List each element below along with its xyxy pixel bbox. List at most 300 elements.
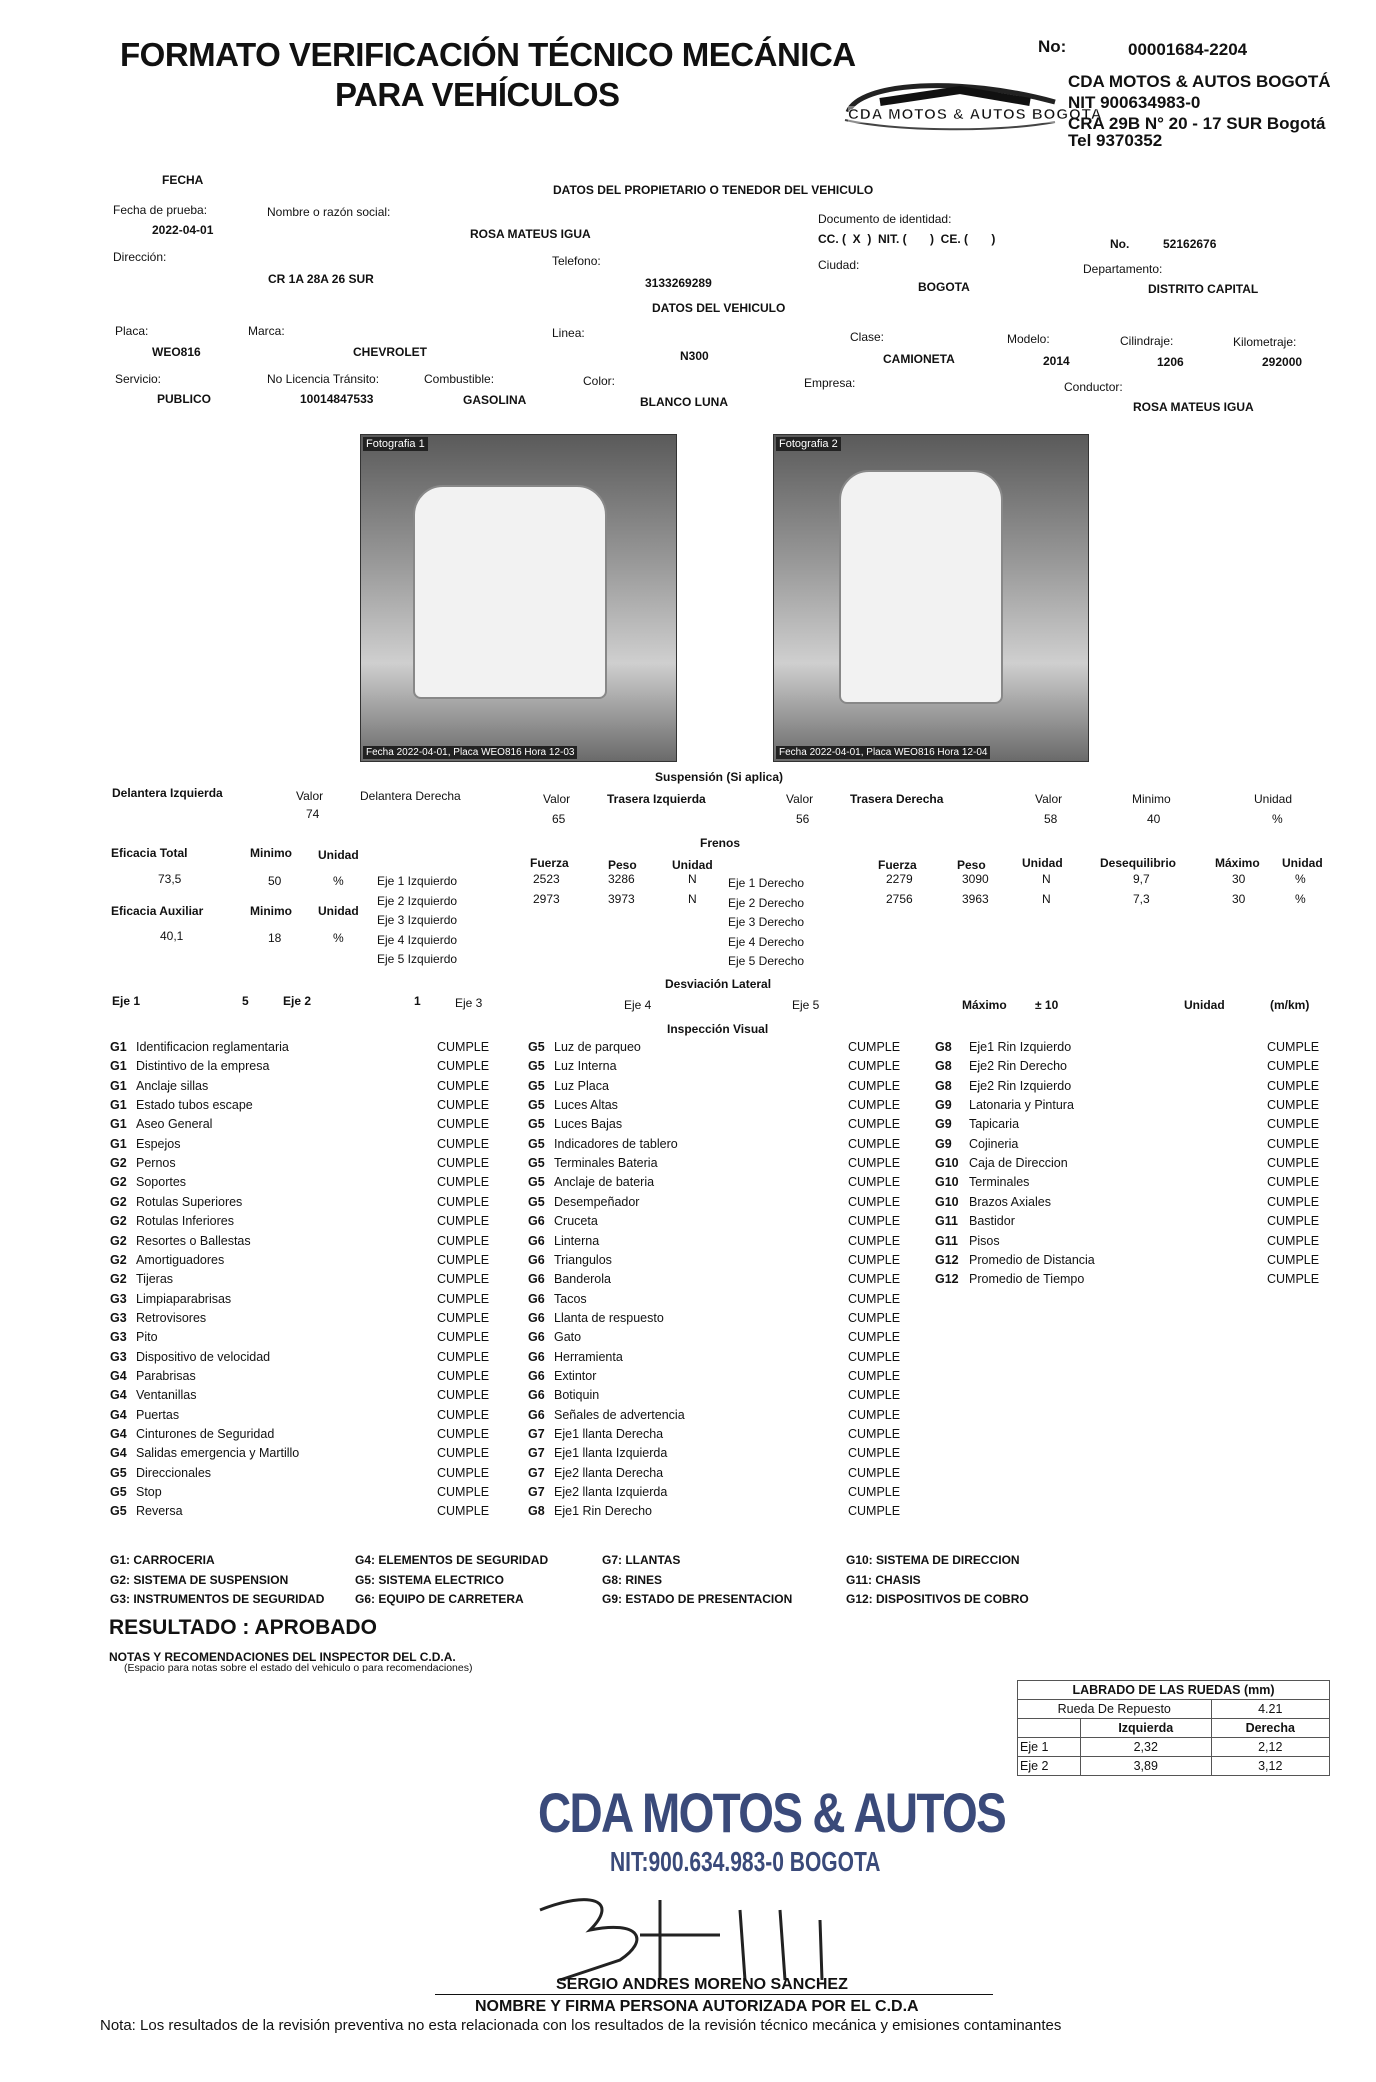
- group-code: G7: [528, 1427, 545, 1441]
- inspection-item: [528, 1485, 667, 1499]
- documento-no-label: No.: [1110, 237, 1130, 251]
- freno-fd-value: 2279: [886, 872, 913, 886]
- inspection-item: [110, 1446, 299, 1460]
- status-cumple: CUMPLE: [848, 1407, 901, 1422]
- inspection-item: [528, 1350, 623, 1364]
- status-cumple: CUMPLE: [848, 1446, 901, 1461]
- item-name: Señales de advertencia: [554, 1407, 685, 1422]
- group-code: G6: [528, 1388, 545, 1403]
- group-code: G6: [528, 1214, 545, 1229]
- status-cumple: CUMPLE: [437, 1214, 490, 1229]
- inspection-item: [110, 1156, 176, 1170]
- vehicle-section-title: DATOS DEL VEHICULO: [652, 301, 786, 315]
- form-number: 00001684-2204: [1128, 40, 1248, 59]
- ciudad-value: BOGOTA: [918, 280, 970, 294]
- notes-subtitle: (Espacio para notas sobre el estado del vehiculo o para recomendaciones): [124, 1662, 473, 1674]
- del-izq-label: Delantera Izquierda: [112, 786, 223, 800]
- van-image: [839, 470, 1003, 704]
- tras-der-label: Trasera Derecha: [850, 792, 944, 806]
- group-code: G6: [528, 1349, 545, 1364]
- inspection-item: [110, 1330, 158, 1344]
- status-cumple: CUMPLE: [437, 1272, 490, 1287]
- item-name: Eje1 llanta Derecha: [554, 1427, 664, 1441]
- inspection-item: [528, 1059, 617, 1073]
- group-legend-item: G5: SISTEMA ELECTRICO: [355, 1572, 504, 1587]
- telefono-label: Telefono:: [552, 254, 601, 268]
- company-address: CRA 29B N° 20 - 17 SUR Bogotá: [1068, 114, 1326, 133]
- status-cumple: CUMPLE: [437, 1040, 490, 1054]
- inspection-item: [528, 1040, 641, 1054]
- nombre-label: Nombre o razón social:: [267, 205, 391, 219]
- group-legend-item: G6: EQUIPO DE CARRETERA: [355, 1592, 524, 1606]
- group-legend-item: G4: ELEMENTOS DE SEGURIDAD: [355, 1553, 549, 1567]
- status-cumple: CUMPLE: [1267, 1078, 1320, 1093]
- inspection-item: [528, 1234, 599, 1248]
- item-name: Terminales: [969, 1175, 1030, 1190]
- status-cumple: CUMPLE: [437, 1330, 490, 1345]
- inspection-item: [935, 1253, 1095, 1267]
- freno-ui-value: N: [688, 872, 697, 886]
- item-name: Tacos: [554, 1291, 587, 1306]
- eje-derecho-label: Eje 5 Derecho: [728, 954, 805, 968]
- status-cumple: CUMPLE: [1267, 1214, 1320, 1229]
- modelo-label: Modelo:: [1007, 332, 1050, 346]
- inspection-item: [935, 1059, 1067, 1073]
- item-name: Pisos: [969, 1233, 1000, 1248]
- ciudad-label: Ciudad:: [818, 258, 860, 272]
- status-cumple: CUMPLE: [437, 1446, 490, 1461]
- servicio-label: Servicio:: [115, 372, 162, 386]
- item-name: Aseo General: [136, 1117, 213, 1132]
- placa-value: WEO816: [152, 345, 201, 359]
- inspection-item: [110, 1040, 289, 1054]
- item-name: Banderola: [554, 1272, 611, 1287]
- eje5-label: Eje 5: [792, 998, 820, 1012]
- item-name: Bastidor: [969, 1214, 1015, 1229]
- group-code: G6: [528, 1272, 545, 1287]
- group-code: G9: [935, 1117, 952, 1132]
- unidad-label: Unidad: [672, 858, 713, 872]
- inspection-item: [528, 1427, 663, 1441]
- izq-value: 2,32: [1081, 1738, 1212, 1757]
- inspection-item: [110, 1098, 253, 1112]
- item-name: Limpiaparabrisas: [136, 1291, 232, 1306]
- inspection-item: [935, 1272, 1084, 1286]
- inspection-item: [110, 1388, 196, 1402]
- group-code: G5: [528, 1136, 545, 1151]
- eje-izquierdo-label: Eje 2 Izquierdo: [377, 893, 458, 908]
- inspection-item: [110, 1234, 251, 1248]
- izquierda-header: Izquierda: [1081, 1719, 1212, 1738]
- derecha-header: Derecha: [1211, 1719, 1329, 1738]
- direccion-value: CR 1A 28A 26 SUR: [268, 272, 374, 286]
- group-legend-item: G8: RINES: [602, 1572, 663, 1587]
- eje-izquierdo-label: Eje 1 Izquierdo: [377, 874, 458, 888]
- inspection-item: [935, 1156, 1068, 1170]
- del-der-label: Delantera Derecha: [360, 789, 461, 803]
- group-code: G2: [110, 1156, 127, 1171]
- status-cumple: CUMPLE: [1267, 1194, 1320, 1209]
- empresa-label: Empresa:: [804, 376, 856, 390]
- freno-max-value: 30: [1232, 892, 1246, 906]
- owner-section-title: DATOS DEL PROPIETARIO O TENEDOR DEL VEHICULO: [553, 183, 874, 197]
- item-name: Llanta de respuesto: [554, 1310, 664, 1325]
- item-name: Eje1 Rin Izquierdo: [969, 1040, 1072, 1054]
- group-legend-item: G7: LLANTAS: [602, 1553, 681, 1567]
- eficacia-aux-label: Eficacia Auxiliar: [111, 904, 204, 918]
- item-name: Indicadores de tablero: [554, 1136, 678, 1151]
- freno-u-value: %: [1295, 872, 1306, 886]
- document-title: FORMATO VERIFICACIÓN TÉCNICO MECÁNICA: [120, 36, 856, 73]
- eje2-label: Eje 2: [283, 994, 312, 1008]
- kilometraje-value: 292000: [1262, 355, 1303, 369]
- conductor-value: ROSA MATEUS IGUA: [1133, 400, 1254, 414]
- item-name: Linterna: [554, 1233, 600, 1248]
- item-name: Pernos: [136, 1156, 176, 1171]
- item-name: Promedio de Distancia: [969, 1252, 1095, 1267]
- valor-label: Valor: [296, 789, 324, 803]
- inspection-item: [935, 1079, 1071, 1093]
- group-code: G5: [110, 1504, 127, 1519]
- group-code: G1: [110, 1136, 127, 1151]
- inspection-item: [528, 1388, 599, 1402]
- group-code: G10: [935, 1175, 959, 1190]
- group-code: G11: [935, 1233, 958, 1248]
- inspection-item: [528, 1446, 667, 1460]
- freno-ud-value: N: [1042, 872, 1051, 886]
- linea-value: N300: [680, 349, 709, 363]
- departamento-label: Departamento:: [1083, 262, 1163, 276]
- item-name: Estado tubos escape: [136, 1098, 253, 1113]
- group-code: G5: [528, 1194, 545, 1209]
- repuesto-label: Rueda De Repuesto: [1018, 1700, 1212, 1719]
- group-code: G6: [528, 1310, 545, 1325]
- group-code: G9: [935, 1098, 952, 1113]
- combustible-value: GASOLINA: [463, 393, 527, 407]
- status-cumple: CUMPLE: [848, 1233, 901, 1248]
- eje-label: Eje 1: [1018, 1738, 1081, 1757]
- inspection-item: [935, 1234, 1000, 1248]
- unidad-label: Unidad: [318, 904, 359, 918]
- form-number-label: No:: [1038, 37, 1067, 56]
- status-cumple: CUMPLE: [848, 1252, 901, 1267]
- minimo-label: Minimo: [250, 904, 292, 918]
- status-cumple: CUMPLE: [437, 1388, 490, 1403]
- inspection-item: [110, 1272, 173, 1286]
- labrado-row: [1018, 1738, 1330, 1757]
- item-name: Rotulas Superiores: [136, 1194, 243, 1209]
- status-cumple: CUMPLE: [437, 1059, 490, 1074]
- group-legend-item: G9: ESTADO DE PRESENTACION: [602, 1592, 793, 1606]
- item-name: Latonaria y Pintura: [969, 1098, 1074, 1113]
- frenos-title: Frenos: [700, 836, 741, 850]
- eje-derecho-label: Eje 1 Derecho: [728, 876, 805, 890]
- del-der-value: 65: [552, 812, 566, 826]
- group-code: G6: [528, 1368, 545, 1383]
- eficacia-aux-value: 40,1: [160, 929, 184, 943]
- status-cumple: CUMPLE: [848, 1078, 901, 1093]
- item-name: Herramienta: [554, 1349, 623, 1364]
- item-name: Gato: [554, 1330, 582, 1345]
- inspection-item: [935, 1117, 1019, 1131]
- inspection-item: [110, 1350, 270, 1364]
- status-cumple: CUMPLE: [848, 1504, 901, 1519]
- status-cumple: CUMPLE: [848, 1175, 901, 1190]
- group-legend-item: G10: SISTEMA DE DIRECCION: [846, 1553, 1020, 1567]
- group-code: G5: [110, 1485, 127, 1500]
- eficacia-total-value: 73,5: [158, 872, 182, 886]
- item-name: Tijeras: [136, 1272, 174, 1287]
- item-name: Desempeñador: [554, 1194, 640, 1209]
- item-name: Parabrisas: [136, 1368, 196, 1383]
- eje-izquierdo-label: Eje 5 Izquierdo: [377, 952, 458, 966]
- clase-label: Clase:: [850, 330, 885, 344]
- status-cumple: CUMPLE: [437, 1291, 490, 1306]
- company-stamp: CDA MOTOS & AUTOS: [538, 1781, 1006, 1844]
- group-code: G5: [528, 1098, 545, 1113]
- inspection-item: [110, 1195, 242, 1209]
- group-legend-item: G1: CARROCERIA: [110, 1553, 215, 1567]
- document-subtitle: PARA VEHÍCULOS: [335, 76, 620, 113]
- valor-label: Valor: [543, 792, 571, 806]
- eje-label: Eje 2: [1018, 1757, 1081, 1776]
- valor-label: Valor: [786, 792, 814, 806]
- item-name: Eje2 Rin Izquierdo: [969, 1078, 1072, 1093]
- unidad-label: Unidad: [1022, 856, 1063, 870]
- group-code: G10: [935, 1194, 959, 1209]
- group-code: G7: [528, 1485, 545, 1500]
- photo-caption: Fecha 2022-04-01, Placa WEO816 Hora 12-04: [776, 746, 990, 759]
- color-value: BLANCO LUNA: [640, 395, 728, 409]
- maximo-label: Máximo: [1215, 856, 1260, 870]
- inspection-item: [528, 1156, 658, 1170]
- item-name: Rotulas Inferiores: [136, 1214, 234, 1229]
- status-cumple: CUMPLE: [437, 1310, 490, 1325]
- inspection-item: [110, 1059, 269, 1073]
- result-status: RESULTADO : APROBADO: [109, 1616, 377, 1639]
- inspector-name: SERGIO ANDRES MORENO SANCHEZ: [556, 1976, 848, 1993]
- handwritten-signature: [530, 1880, 870, 1990]
- item-name: Cojineria: [969, 1136, 1019, 1151]
- stamp-nit: NIT:900.634.983-0 BOGOTA: [610, 1846, 881, 1877]
- group-code: G5: [528, 1117, 545, 1132]
- footer-note: Nota: Los resultados de la revisión preventiva no esta relacionada con los resultados de la revisión técnico mecánica y emisiones contaminantes: [100, 2017, 1062, 2034]
- status-cumple: CUMPLE: [1267, 1117, 1320, 1132]
- item-name: Tapicaria: [969, 1117, 1020, 1132]
- inspection-item: [528, 1311, 664, 1325]
- item-name: Stop: [136, 1485, 162, 1500]
- der-value: 3,12: [1211, 1757, 1329, 1776]
- item-name: Eje2 llanta Derecha: [554, 1465, 664, 1480]
- inspection-item: [935, 1195, 1051, 1209]
- item-name: Botiquin: [554, 1388, 600, 1403]
- item-name: Luz Interna: [554, 1059, 617, 1074]
- marca-label: Marca:: [248, 324, 285, 338]
- status-cumple: CUMPLE: [437, 1504, 490, 1519]
- group-code: G5: [528, 1156, 545, 1171]
- company-nit: NIT 900634983-0: [1068, 93, 1201, 112]
- status-cumple: CUMPLE: [1267, 1040, 1320, 1054]
- nombre-value: ROSA MATEUS IGUA: [470, 227, 591, 241]
- unidad-value: (m/km): [1270, 998, 1310, 1012]
- inspection-item: [528, 1292, 587, 1306]
- item-name: Eje1 Rin Derecho: [554, 1504, 652, 1519]
- notes-title: NOTAS Y RECOMENDACIONES DEL INSPECTOR DEL C.D.A.: [109, 1650, 456, 1664]
- group-code: G6: [528, 1233, 545, 1248]
- group-code: G4: [110, 1427, 127, 1441]
- peso-label: Peso: [957, 858, 986, 872]
- group-code: G4: [110, 1368, 127, 1383]
- item-name: Anclaje de bateria: [554, 1175, 655, 1190]
- group-code: G2: [110, 1194, 127, 1209]
- item-name: Identificacion reglamentaria: [136, 1040, 289, 1054]
- item-name: Ventanillas: [136, 1388, 197, 1403]
- status-cumple: CUMPLE: [848, 1291, 901, 1306]
- group-code: G3: [110, 1291, 127, 1306]
- group-code: G2: [110, 1233, 127, 1248]
- placa-label: Placa:: [115, 324, 149, 338]
- status-cumple: CUMPLE: [437, 1078, 490, 1093]
- freno-pd-value: 3090: [962, 872, 989, 886]
- linea-label: Linea:: [552, 326, 585, 340]
- item-name: Extintor: [554, 1368, 597, 1383]
- group-code: G6: [528, 1407, 545, 1422]
- group-code: G5: [528, 1040, 545, 1054]
- maximo-label: Máximo: [962, 998, 1007, 1012]
- eficacia-total-label: Eficacia Total: [111, 846, 188, 860]
- item-name: Salidas emergencia y Martillo: [136, 1446, 300, 1461]
- fecha-header: FECHA: [162, 173, 204, 187]
- item-name: Anclaje sillas: [136, 1078, 209, 1093]
- group-code: G11: [935, 1214, 958, 1229]
- desviacion-title: Desviación Lateral: [665, 977, 772, 991]
- signature-line: [435, 1994, 993, 1995]
- group-code: G4: [110, 1407, 127, 1422]
- item-name: Caja de Direccion: [969, 1156, 1068, 1171]
- labrado-title: LABRADO DE LAS RUEDAS (mm): [1018, 1681, 1330, 1700]
- labrado-row: [1018, 1757, 1330, 1776]
- status-cumple: CUMPLE: [437, 1349, 490, 1364]
- inspection-item: [528, 1253, 612, 1267]
- group-code: G2: [110, 1214, 127, 1229]
- status-cumple: CUMPLE: [437, 1117, 490, 1132]
- freno-fi-value: 2973: [533, 892, 560, 906]
- inspection-item: [110, 1504, 183, 1518]
- repuesto-value: 4.21: [1211, 1700, 1329, 1719]
- group-legend-item: G11: CHASIS: [846, 1572, 921, 1587]
- group-code: G1: [110, 1117, 127, 1132]
- eje3-label: Eje 3: [455, 996, 483, 1010]
- item-name: Luces Altas: [554, 1098, 618, 1113]
- status-cumple: CUMPLE: [1267, 1252, 1320, 1267]
- group-code: G8: [528, 1504, 545, 1519]
- company-logo: [840, 72, 1103, 134]
- freno-pi-value: 3973: [608, 892, 635, 906]
- inspection-item: [935, 1040, 1071, 1054]
- status-cumple: CUMPLE: [1267, 1059, 1320, 1074]
- status-cumple: CUMPLE: [1267, 1272, 1320, 1287]
- unidad-label: Unidad: [1184, 998, 1225, 1012]
- group-code: G5: [528, 1078, 545, 1093]
- direccion-label: Dirección:: [113, 250, 167, 264]
- group-code: G6: [528, 1291, 545, 1306]
- status-cumple: CUMPLE: [848, 1485, 901, 1500]
- inspection-item: [110, 1117, 212, 1131]
- eje-derecho-label: Eje 2 Derecho: [728, 895, 805, 910]
- desequilibrio-label: Desequilibrio: [1100, 856, 1177, 870]
- inspection-item: [528, 1175, 654, 1189]
- inspection-item: [110, 1427, 274, 1441]
- signature-caption: NOMBRE Y FIRMA PERSONA AUTORIZADA POR EL C.D.A: [475, 1998, 919, 2015]
- status-cumple: CUMPLE: [848, 1098, 901, 1113]
- telefono-value: 3133269289: [645, 276, 712, 290]
- clase-value: CAMIONETA: [883, 352, 955, 366]
- group-code: G12: [935, 1252, 959, 1267]
- documento-no-value: 52162676: [1163, 237, 1217, 251]
- group-code: G3: [110, 1330, 127, 1345]
- unidad-label: Unidad: [318, 848, 359, 862]
- eje4-label: Eje 4: [624, 998, 652, 1012]
- aux-unit: %: [333, 931, 344, 945]
- servicio-value: PUBLICO: [157, 392, 211, 406]
- status-cumple: CUMPLE: [848, 1214, 901, 1229]
- status-cumple: CUMPLE: [848, 1310, 901, 1325]
- group-code: G5: [528, 1175, 545, 1190]
- status-cumple: CUMPLE: [848, 1427, 901, 1441]
- status-cumple: CUMPLE: [437, 1175, 490, 1190]
- inspection-item: [110, 1466, 211, 1480]
- status-cumple: CUMPLE: [848, 1330, 901, 1345]
- status-cumple: CUMPLE: [437, 1156, 490, 1171]
- vehicle-photo-rear: [773, 434, 1089, 762]
- status-cumple: CUMPLE: [1267, 1136, 1320, 1151]
- group-code: G12: [935, 1272, 959, 1287]
- eje-izquierdo-label: Eje 3 Izquierdo: [377, 913, 458, 927]
- status-cumple: CUMPLE: [848, 1368, 901, 1383]
- inspection-item: [528, 1504, 652, 1518]
- item-name: Puertas: [136, 1407, 180, 1422]
- tras-der-value: 58: [1044, 812, 1058, 826]
- inspection-item: [110, 1079, 208, 1093]
- valor-label: Valor: [1035, 792, 1063, 806]
- item-name: Eje2 llanta Izquierda: [554, 1485, 668, 1500]
- suspension-title: Suspensión (Si aplica): [655, 770, 784, 784]
- group-legend-item: G2: SISTEMA DE SUSPENSION: [110, 1572, 289, 1587]
- freno-ud-value: N: [1042, 892, 1051, 906]
- status-cumple: CUMPLE: [437, 1194, 490, 1209]
- inspection-item: [528, 1466, 663, 1480]
- company-name: CDA MOTOS & AUTOS BOGOTÁ: [1068, 72, 1331, 91]
- group-code: G8: [935, 1078, 952, 1093]
- inspection-item: [528, 1214, 598, 1228]
- group-code: G8: [935, 1059, 952, 1074]
- status-cumple: CUMPLE: [1267, 1175, 1320, 1190]
- item-name: Luz de parqueo: [554, 1040, 641, 1054]
- group-legend-item: G3: INSTRUMENTOS DE SEGURIDAD: [110, 1592, 325, 1606]
- item-name: Pito: [136, 1330, 158, 1345]
- inspeccion-title: Inspección Visual: [667, 1022, 769, 1036]
- total-unit: %: [333, 874, 344, 888]
- inspection-item: [528, 1079, 609, 1093]
- group-code: G3: [110, 1349, 127, 1364]
- item-name: Resortes o Ballestas: [136, 1233, 251, 1248]
- group-code: G7: [528, 1446, 545, 1461]
- freno-pi-value: 3286: [608, 872, 635, 886]
- minimo-label: Minimo: [1132, 792, 1171, 806]
- item-name: Eje1 llanta Izquierda: [554, 1446, 668, 1461]
- company-tel: Tel 9370352: [1068, 131, 1163, 150]
- item-name: Espejos: [136, 1136, 181, 1151]
